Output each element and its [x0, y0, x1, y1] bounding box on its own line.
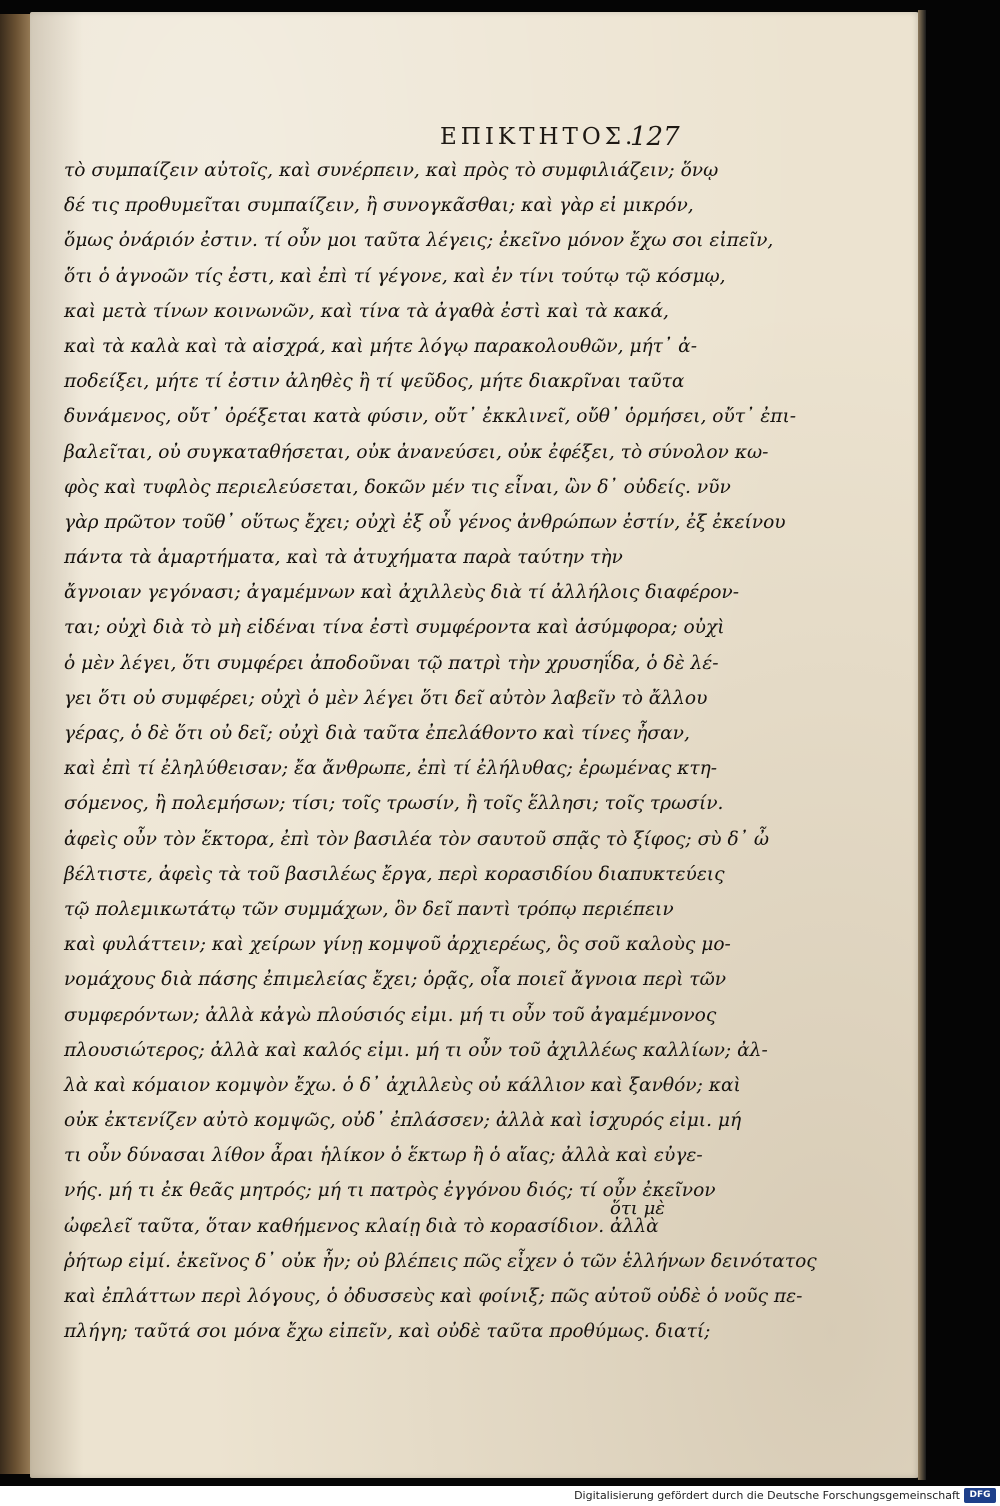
- text-line: ὅτι ὁ ἀγνοῶν τίς ἐστι, καὶ ἐπὶ τί γέγονε, καὶ ἐν τίνι τούτῳ τῷ κόσμῳ,: [64, 265, 726, 287]
- text-line: φὸς καὶ τυφλὸς περιελεύσεται, δοκῶν μέν τις εἶναι, ὢν δ᾽ οὐδείς. νῦν: [64, 476, 731, 498]
- text-line: βέλτιστε, ἀφεὶς τὰ τοῦ βασιλέως ἔργα, περὶ κορασιδίου διαπυκτεύεις: [64, 863, 725, 885]
- text-line: γὰρ πρῶτον τοῦθ᾽ οὕτως ἔχει; οὐχὶ ἐξ οὗ γένος ἀνθρώπων ἐστίν, ἐξ ἐκείνου: [64, 511, 786, 533]
- text-line: ὅμως ὀνάριόν ἐστιν. τί οὖν μοι ταῦτα λέγεις; ἐκεῖνο μόνον ἔχω σοι εἰπεῖν,: [64, 230, 774, 252]
- text-line: συμφερόντων; ἀλλὰ κἀγὼ πλούσιός εἰμι. μή τι οὖν τοῦ ἀγαμέμνονος: [64, 1004, 717, 1026]
- text-line: ὠφελεῖ ταῦτα, ὅταν καθήμενος κλαίῃ διὰ τὸ κορασίδιον. ἀλλὰ: [64, 1215, 659, 1237]
- text-line: νής. μή τι ἐκ θεᾶς μητρός; μή τι πατρὸς ἐγγόνου διός; τί οὖν ἐκεῖνον: [64, 1180, 716, 1202]
- text-line: ῥήτωρ εἰμί. ἐκεῖνος δ᾽ οὐκ ἦν; οὐ βλέπεις πῶς εἶχεν ὁ τῶν ἑλλήνων δεινότατος: [64, 1250, 817, 1272]
- text-line: δυνάμενος, οὔτ᾽ ὀρέξεται κατὰ φύσιν, οὔτ᾽ ἐκκλινεῖ, οὔθ᾽ ὁρμήσει, οὔτ᾽ ἐπι-: [64, 406, 797, 428]
- page-number: 127: [630, 122, 680, 152]
- text-line: τῷ πολεμικωτάτῳ τῶν συμμάχων, ὃν δεῖ παντὶ τρόπῳ περιέπειν: [64, 898, 674, 920]
- text-line: ἄγνοιαν γεγόνασι; ἀγαμέμνων καὶ ἀχιλλεὺς διὰ τί ἀλλήλοις διαφέρον-: [64, 582, 739, 604]
- text-line: τι οὖν δύνασαι λίθον ἆραι ἡλίκον ὁ ἕκτωρ ἢ ὁ αἴας; ἀλλὰ καὶ εὐγε-: [64, 1145, 703, 1167]
- running-head: ΕΠΙΚΤΗΤΟΣ.: [440, 124, 637, 150]
- text-line: δέ τις προθυμεῖται συμπαίζειν, ἢ συνογκᾶσθαι; καὶ γὰρ εἰ μικρόν,: [64, 195, 694, 217]
- text-line: ἀφεὶς οὖν τὸν ἕκτορα, ἐπὶ τὸν βασιλέα τὸν σαυτοῦ σπᾷς τὸ ξίφος; σὺ δ᾽ ὦ: [64, 828, 770, 850]
- text-line: βαλεῖται, οὐ συγκαταθήσεται, οὐκ ἀνανεύσει, οὐκ ἐφέξει, τὸ σύνολον κω-: [64, 441, 769, 463]
- text-line: σόμενος, ἢ πολεμήσων; τίσι; τοῖς τρωσίν, ἢ τοῖς ἕλλησι; τοῖς τρωσίν.: [64, 793, 724, 815]
- text-line: πλήγη; ταῦτά σοι μόνα ἔχω εἰπεῖν, καὶ οὐδὲ ταῦτα προθύμως. διατί;: [64, 1321, 711, 1343]
- page-header: [440, 124, 680, 154]
- footer-bar: [0, 1486, 1000, 1506]
- text-line: καὶ τὰ καλὰ καὶ τὰ αἰσχρά, καὶ μήτε λόγῳ παρακολουθῶν, μήτ᾽ ἀ-: [64, 335, 698, 357]
- text-line: ποδείξει, μήτε τί ἐστιν ἀληθὲς ἢ τί ψεῦδος, μήτε διακρῖναι ταῦτα: [64, 371, 685, 393]
- catchword: ὅτι μὲ: [610, 1198, 665, 1219]
- text-block: [64, 153, 817, 1349]
- text-line: πάντα τὰ ἁμαρτήματα, καὶ τὰ ἀτυχήματα παρὰ ταύτην τὴν: [64, 547, 623, 569]
- text-line: πλουσιώτερος; ἀλλὰ καὶ καλός εἰμι. μή τι οὖν τοῦ ἀχιλλέως καλλίων; ἀλ-: [64, 1039, 768, 1061]
- text-line: γέρας, ὁ δὲ ὅτι οὐ δεῖ; οὐχὶ διὰ ταῦτα ἐπελάθοντο καὶ τίνες ἦσαν,: [64, 723, 690, 744]
- text-line: καὶ ἐπὶ τί ἐληλύθεισαν; ἔα ἄνθρωπε, ἐπὶ τί ἐλήλυθας; ἐρωμένας κτη-: [64, 758, 718, 780]
- funding-credit: Digitalisierung gefördert durch die Deutsche Forschungsgemeinschaft: [574, 1489, 960, 1502]
- dfg-logo: DFG: [964, 1488, 996, 1503]
- text-line: καὶ μετὰ τίνων κοινωνῶν, καὶ τίνα τὰ ἀγαθὰ ἐστὶ καὶ τὰ κακά,: [64, 300, 669, 322]
- text-line: οὐκ ἐκτενίζεν αὐτὸ κομψῶς, οὐδ᾽ ἐπλάσσεν; ἀλλὰ καὶ ἰσχυρός εἰμι. μή: [64, 1110, 742, 1132]
- text-line: καὶ φυλάττειν; καὶ χείρων γίνῃ κομψοῦ ἀρχιερέως, ὃς σοῦ καλοὺς μο-: [64, 934, 731, 956]
- text-line: ὁ μὲν λέγει, ὅτι συμφέρει ἀποδοῦναι τῷ πατρὶ τὴν χρυσηΐδα, ὁ δὲ λέ-: [64, 652, 719, 674]
- text-line: γει ὅτι οὐ συμφέρει; οὐχὶ ὁ μὲν λέγει ὅτι δεῖ αὐτὸν λαβεῖν τὸ ἄλλου: [64, 687, 708, 709]
- text-line: ται; οὐχὶ διὰ τὸ μὴ εἰδέναι τίνα ἐστὶ συμφέροντα καὶ ἀσύμφορα; οὐχὶ: [64, 617, 725, 639]
- text-line: τὸ συμπαίζειν αὐτοῖς, καὶ συνέρπειν, καὶ πρὸς τὸ συμφιλιάζειν; ὅνῳ: [64, 160, 719, 181]
- page-edge-shadow: [918, 10, 926, 1480]
- text-line: καὶ ἐπλάττων περὶ λόγους, ὁ ὀδυσσεὺς καὶ φοίνιξ; πῶς αὐτοῦ οὐδὲ ὁ νοῦς πε-: [64, 1286, 803, 1307]
- text-line: νομάχους διὰ πάσης ἐπιμελείας ἔχει; ὁρᾷς, οἷα ποιεῖ ἄγνοια περὶ τῶν: [64, 969, 727, 991]
- text-line: λὰ καὶ κόμαιον κομψὸν ἔχω. ὁ δ᾽ ἀχιλλεὺς οὐ κάλλιον καὶ ξανθόν; καὶ: [64, 1074, 741, 1096]
